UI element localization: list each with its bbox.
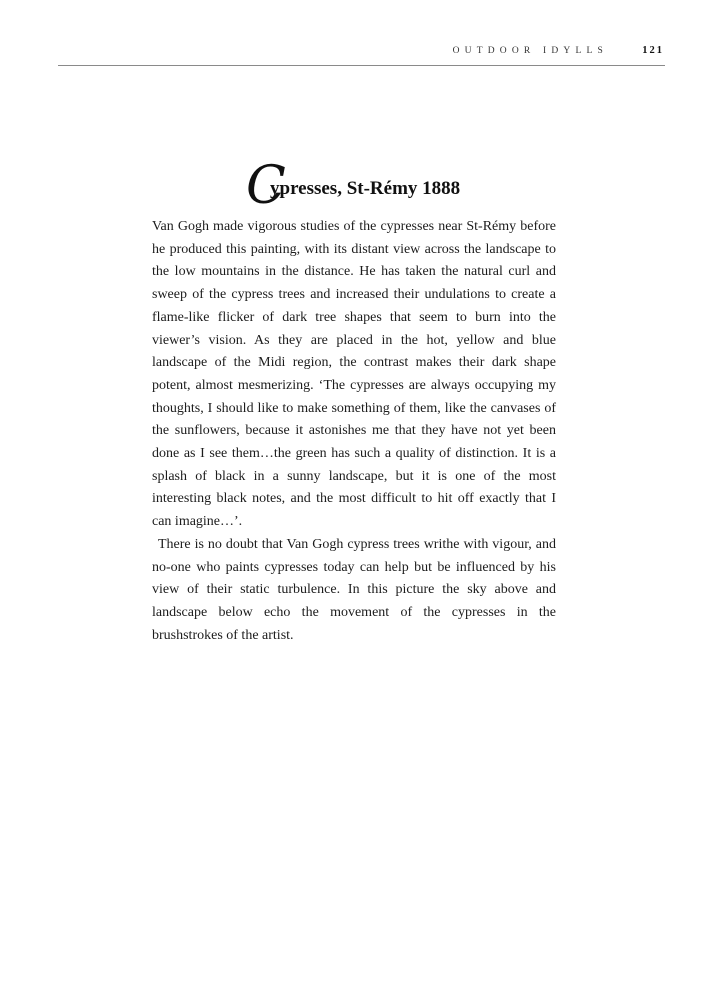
body-text — [152, 216, 556, 647]
decorative-initial: C — [246, 156, 286, 216]
section-heading — [246, 156, 566, 216]
header-rule — [58, 65, 665, 66]
heading-text: ypresses, St-Rémy 1888 — [270, 178, 461, 199]
running-head — [0, 46, 666, 64]
running-head-title: OUTDOOR IDYLLS — [452, 46, 608, 56]
page-number: 121 — [642, 45, 664, 56]
paragraph-1: Van Gogh made vigorous studies of the cypresses near St-Rémy before he produced this painting, with its distant view across the landscape to the low mountains in the distance. He has taken the natural curl and sweep of the cypress trees and increased their undulations to create a flame-like flicker of dark tree shapes that seem to burn into the viewer’s vision. As they are placed in the hot, yellow and blue landscape of the Midi region, the contrast makes their dark shape potent, almost mesmerizing. ‘The cypresses are always occupying my thoughts, I should like to make something of them, like the canvases of the sunflowers, because it astonishes me that they have not yet been done as I see them…the green has such a quality of distinction. It is a splash of black in a sunny landscape, but it is one of the most interesting black notes, and the most difficult to hit off exactly that I can imagine…’. — [152, 219, 556, 530]
paragraph-2: There is no doubt that Van Gogh cypress trees writhe with vigour, and no-one who paints cypresses today can help but be influenced by his view of their static turbulence. In this picture the sky above and landscape below echo the movement of the cypresses in the brushstrokes of the artist. — [152, 536, 556, 643]
